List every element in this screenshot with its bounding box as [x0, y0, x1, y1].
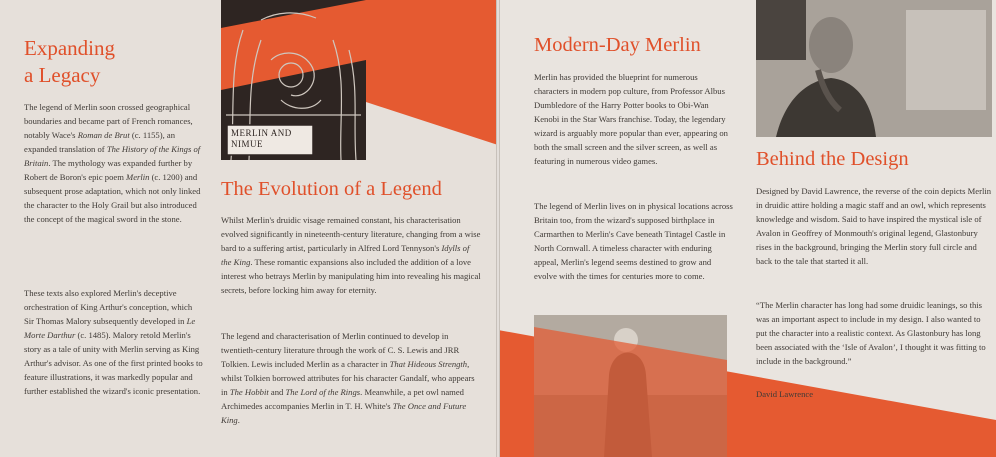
- italic-title: The Lord of the Rings: [285, 387, 361, 397]
- text-run: . Meanwhile, a pet owl named Archimedes accompanies Merlin in T. H. White's: [221, 387, 464, 411]
- statue-figure-icon: [534, 315, 727, 457]
- text-run: . These romantic expansions also included the addition of a love interest who betrays Merlin by manipulating him into revealing his magical secrets, before locking him away for eternity.: [221, 257, 481, 295]
- right-page: [498, 0, 996, 457]
- text-run: (c. 1485). Malory retold Merlin's story as a tale of unity with Merlin serving as King Arthur's advisor. As one of the first printed books to feature illustrations, it was markedly popular and further established the wizard's iconic presentation.: [24, 330, 203, 396]
- text-run: .: [237, 415, 240, 425]
- text-run: Whilst Merlin's druidic visage remained constant, his characterisation evolved significantly in nineteenth-century literature, changing from a wise bard to a suffering artist, particularly in Alfred Lord Tennyson's: [221, 215, 481, 253]
- text-run: The legend and characterisation of Merlin continued to develop in twentieth-century literature through the work of C. S. Lewis and JRR Tolkien. Lewis included Merlin as a character in: [221, 331, 460, 369]
- text-run: Designed by David Lawrence, the reverse of the coin depicts Merlin in druidic attire holding a magic staff and an owl, which represents knowledge and wisdom. Said to have inspired the mystical isle of Avalon in Geoffrey of Monmouth's original legend, Glastonbury rises in the background, bringing the Merlin story full circle and back to the tale that started it all.: [756, 186, 992, 266]
- italic-title: That Hideous Strength: [389, 359, 468, 369]
- italic-title: Le Morte Darthur: [24, 316, 196, 340]
- italic-title: Merlin: [126, 172, 150, 182]
- text-run: Merlin has provided the blueprint for numerous characters in modern pop culture, from Professor Albus Dumbledore of the Harry Potter books to Obi-Wan Kenobi in the Star Wars franchise. Today, the legendary wizard is arguably more popular than ever, appearing on both the small screen and the silver screen, as well as featuring in numerous video games.: [534, 72, 728, 166]
- merlin-statue-photo: [534, 315, 727, 457]
- book-spine: [496, 0, 500, 457]
- italic-title: The History of the Kings of Britain: [24, 144, 201, 168]
- heading-expanding-legacy: [24, 35, 194, 89]
- heading-evolution: The Evolution of a Legend: [221, 178, 442, 200]
- paragraph: [221, 213, 481, 297]
- paragraph: [534, 199, 734, 283]
- text-run: The legend of Merlin lives on in physical locations across Britain too, from the wizard's supposed birthplace in Carmarthen to Merlin's Cave beneath Tintagel Castle in North Cornwall. A timeless character with enduring appeal, Merlin's legend seems destined to grow and evolve with the times for centuries more to come.: [534, 201, 733, 281]
- text-run: . The mythology was expanded further by Robert de Boron's epic poem: [24, 158, 193, 182]
- paragraph: [24, 286, 204, 398]
- heading-modern-day-merlin: Modern-Day Merlin: [534, 34, 701, 56]
- italic-title: The Once and Future King: [221, 401, 467, 425]
- text-run: (c. 1155), an expanded translation of: [24, 130, 175, 154]
- portrait-icon: [756, 0, 992, 137]
- paragraph: [534, 70, 734, 168]
- text-run: and: [268, 387, 286, 397]
- heading-line: Expanding: [24, 36, 115, 60]
- heading-line: a Legacy: [24, 63, 101, 87]
- heading-behind-design: Behind the Design: [756, 148, 909, 170]
- quote-attribution: David Lawrence: [756, 389, 814, 399]
- designer-photo: [756, 0, 992, 137]
- paragraph: [756, 184, 992, 268]
- illustration-caption: MERLIN AND: [231, 128, 292, 138]
- text-run: , whilst Tolkien borrowed attributes for his character Gandalf, who appears in: [221, 359, 475, 397]
- merlin-nimue-illustration: [221, 0, 366, 160]
- italic-title: Roman de Brut: [77, 130, 130, 140]
- paragraph: [24, 100, 204, 226]
- italic-title: Idylls of the King: [221, 243, 470, 267]
- text-run: “The Merlin character has long had some druidic leanings, so this was an important aspect to include in my design. I also wanted to put the character into a realistic context. As Glastonbury has long been associated with the ‘Isle of Avalon’, I thought it was fitting to include in the background.”: [756, 300, 986, 366]
- illustration-caption: NIMUE: [231, 139, 263, 149]
- quote: [756, 298, 992, 368]
- italic-title: The Hobbit: [229, 387, 269, 397]
- paragraph: [221, 329, 481, 427]
- text-run: The legend of Merlin soon crossed geographical boundaries and became part of French romances, notably Wace's: [24, 102, 193, 140]
- text-run: (c. 1200) and subsequent prose adaptation, which not only linked the character to the Holy Grail but also introduced the concept of the magical sword in the stone.: [24, 172, 201, 224]
- text-run: These texts also explored Merlin's deceptive orchestration of King Arthur's conception, which Sir Thomas Malory subsequently developed in: [24, 288, 193, 326]
